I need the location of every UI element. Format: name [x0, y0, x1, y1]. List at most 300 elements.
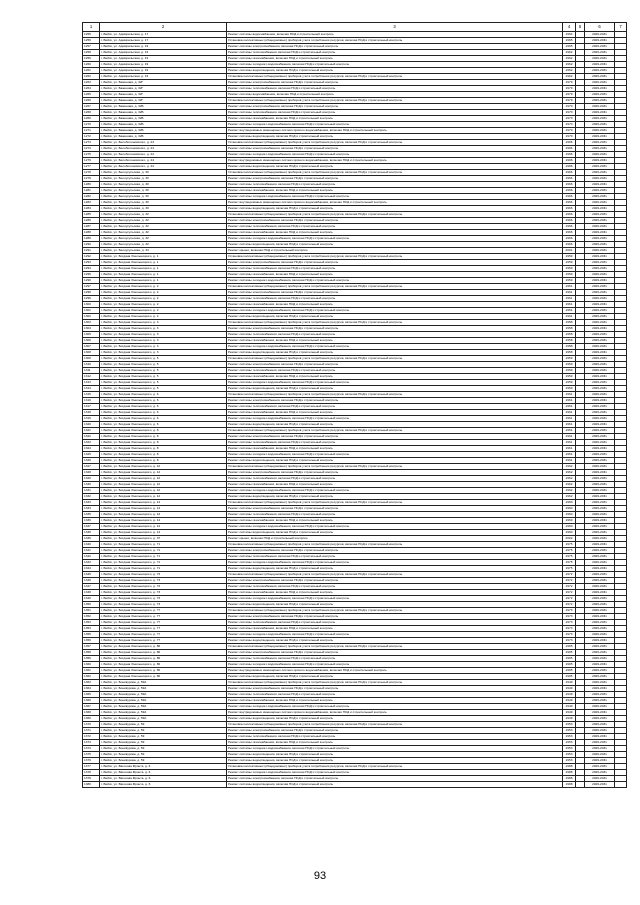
- year-built-cell: 1996: [563, 146, 576, 152]
- period-cell: 2029-2031: [585, 608, 615, 614]
- row-number-cell: 1285: [83, 212, 100, 218]
- period-cell: 2029-2031: [585, 242, 615, 248]
- address-cell: г. Бийск, ул. Богдана Хмельницкого, д. 6: [100, 398, 227, 404]
- year-built-cell: 1975: [563, 560, 576, 566]
- year-built-cell: 1962: [563, 470, 576, 476]
- header-col-6: 6: [585, 23, 615, 32]
- work-type-cell: Ремонт системы водоотведения, включая ПСД и строительный контроль: [227, 242, 563, 248]
- address-cell: г. Бийск, ул. Богдана Хмельницкого, д. 12: [100, 482, 227, 488]
- period-cell: 2029-2031: [585, 152, 615, 158]
- address-cell: г. Бийск, ул. Богдана Хмельницкого, д. 14: [100, 530, 227, 536]
- work-type-cell: Установка коллективных (общедомовых) приборов учета потребления ресурсов, включая ПСД и строительный контроль: [227, 170, 563, 176]
- year-built-cell: 1973: [563, 614, 576, 620]
- row-number-cell: 1322: [83, 434, 100, 440]
- period-cell: 2029-2031: [585, 578, 615, 584]
- address-cell: г. Бийск, ул. Адмиральская, д. 19: [100, 56, 227, 62]
- work-type-cell: Установка коллективных (общедомовых) приборов учета потребления ресурсов, включая ПСД и строительный контроль: [227, 644, 563, 650]
- period-cell: 2029-2031: [585, 590, 615, 596]
- work-type-cell: Ремонт системы теплоснабжения, включая ПСД и строительный контроль: [227, 584, 563, 590]
- table-header: [83, 23, 627, 32]
- work-type-cell: Ремонт системы газоснабжения, включая ПСД и строительный контроль: [227, 56, 563, 62]
- period-cell: 2029-2031: [585, 350, 615, 356]
- year-built-cell: 2002: [563, 536, 576, 542]
- address-cell: г. Бийск, ул. Богдана Хмельницкого, д. 12: [100, 476, 227, 482]
- year-built-cell: 1975: [563, 548, 576, 554]
- year-built-cell: 1959: [563, 266, 576, 272]
- period-cell: 2029-2031: [585, 272, 615, 278]
- period-cell: 2029-2031: [585, 356, 615, 362]
- year-built-cell: 1965: [563, 38, 576, 44]
- work-type-cell: Установка коллективных (общедомовых) приборов учета потребления ресурсов, включая ПСД и строительный контроль: [227, 722, 563, 728]
- address-cell: г. Бийск, ул. Богдана Хмельницкого, д. 8: [100, 434, 227, 440]
- work-type-cell: Ремонт внутридомовых инженерных систем горячего водоснабжения, включая ПСД и строительный контроль: [227, 158, 563, 164]
- period-cell: 2029-2031: [585, 308, 615, 314]
- year-built-cell: 1966: [563, 182, 576, 188]
- address-cell: г. Бийск, ул. Белоболоновского, д. 24: [100, 152, 227, 158]
- address-cell: г. Бийск, ул. Богдана Хмельницкого, д. 5: [100, 374, 227, 380]
- work-type-cell: Ремонт системы холодного водоснабжения, включая ПСД и строительный контроль: [227, 308, 563, 314]
- year-built-cell: 1962: [563, 464, 576, 470]
- year-built-cell: 1960: [563, 500, 576, 506]
- work-type-cell: Ремонт внутридомовых инженерных систем горячего водоснабжения, включая ПСД и строительный контроль: [227, 668, 563, 674]
- year-built-cell: 1979: [563, 86, 576, 92]
- register-sheet: [82, 22, 626, 788]
- year-built-cell: 1962: [563, 50, 576, 56]
- work-type-cell: Ремонт системы теплоснабжения, включая ПСД и строительный контроль: [227, 512, 563, 518]
- row-number-cell: 1319: [83, 416, 100, 422]
- row-number-cell: 1364: [83, 686, 100, 692]
- row-number-cell: 1303: [83, 320, 100, 326]
- work-type-cell: Ремонт системы электроснабжения, включая ПСД и строительный контроль: [227, 728, 563, 734]
- year-built-cell: 1960: [563, 524, 576, 530]
- period-cell: 2029-2031: [585, 392, 615, 398]
- year-built-cell: 1973: [563, 632, 576, 638]
- work-type-cell: Ремонт системы газоснабжения, включая ПСД и строительный контроль: [227, 410, 563, 416]
- row-number-cell: 1295: [83, 272, 100, 278]
- year-built-cell: 1970: [563, 122, 576, 128]
- row-number-cell: 1311: [83, 368, 100, 374]
- period-cell: 2029-2031: [585, 44, 615, 50]
- header-col-4: 4: [563, 23, 576, 32]
- row-number-cell: 1334: [83, 506, 100, 512]
- work-type-cell: Ремонт системы теплоснабжения, включая ПСД и строительный контроль: [227, 476, 563, 482]
- address-cell: г. Бийск, ул. Богдана Хмельницкого, д. 77: [100, 638, 227, 644]
- row-number-cell: 1376: [83, 758, 100, 764]
- row-number-cell: 1358: [83, 650, 100, 656]
- work-type-cell: Ремонт системы водоотведения, включая ПСД и строительный контроль: [227, 68, 563, 74]
- year-built-cell: 1966: [563, 200, 576, 206]
- header-col-5: 5: [576, 23, 585, 32]
- work-type-cell: Ремонт системы электроснабжения, включая ПСД и строительный контроль: [227, 614, 563, 620]
- row-number-cell: 1260: [83, 62, 100, 68]
- period-cell: 2029-2031: [585, 746, 615, 752]
- col-5-cell: [576, 782, 585, 788]
- work-type-cell: Ремонт системы газоснабжения, включая ПСД и строительный контроль: [227, 188, 563, 194]
- work-type-cell: Ремонт системы водоснабжения, включая ПСД и строительный контроль: [227, 92, 563, 98]
- year-built-cell: 1953: [563, 740, 576, 746]
- work-type-cell: Ремонт системы водоотведения, включая ПСД и строительный контроль: [227, 752, 563, 758]
- address-cell: г. Бийск, ул. Белоусульская, д. 32: [100, 224, 227, 230]
- row-number-cell: 1255: [83, 32, 100, 38]
- work-type-cell: Установка коллективных (общедомовых) приборов учета потребления ресурсов, включая ПСД и строительный контроль: [227, 542, 563, 548]
- header-col-1: 1: [83, 23, 100, 32]
- year-built-cell: 1970: [563, 110, 576, 116]
- work-type-cell: Ремонт системы теплоснабжения, включая ПСД и строительный контроль: [227, 296, 563, 302]
- work-type-cell: Ремонт системы водоотведения, включая ПСД и строительный контроль: [227, 422, 563, 428]
- year-built-cell: 1961: [563, 452, 576, 458]
- year-built-cell: 1972: [563, 590, 576, 596]
- address-cell: г. Бийск, ул. Богдана Хмельницкого, д. 73: [100, 572, 227, 578]
- year-built-cell: 1959: [563, 356, 576, 362]
- period-cell: 2029-2031: [585, 716, 615, 722]
- period-cell: 2029-2031: [585, 776, 615, 782]
- year-built-cell: 1996: [563, 158, 576, 164]
- period-cell: 2029-2031: [585, 86, 615, 92]
- address-cell: г. Бийск, ул. Бонивурова, д. 59А: [100, 686, 227, 692]
- period-cell: 2029-2031: [585, 632, 615, 638]
- period-cell: 2029-2031: [585, 446, 615, 452]
- work-type-cell: Ремонт системы холодного водоснабжения, включая ПСД и строительный контроль: [227, 770, 563, 776]
- year-built-cell: 1949: [563, 716, 576, 722]
- address-cell: г. Бийск, ул. Богдана Хмельницкого, д. 14: [100, 512, 227, 518]
- row-number-cell: 1273: [83, 140, 100, 146]
- address-cell: г. Бийск, ул. Богдана Хмельницкого, д. 3: [100, 350, 227, 356]
- row-number-cell: 1379: [83, 776, 100, 782]
- address-cell: г. Бийск, ул. Богдана Хмельницкого, д. 73: [100, 578, 227, 584]
- year-built-cell: 1970: [563, 116, 576, 122]
- year-built-cell: 1966: [563, 206, 576, 212]
- row-number-cell: 1330: [83, 482, 100, 488]
- address-cell: г. Бийск, ул. Белоусульская, д. 32: [100, 218, 227, 224]
- period-cell: 2029-2031: [585, 734, 615, 740]
- address-cell: г. Бийск, ул. Богдана Хмельницкого, д. 3: [100, 332, 227, 338]
- address-cell: г. Бийск, ул. Баженова, д. 32Г: [100, 92, 227, 98]
- row-number-cell: 1366: [83, 698, 100, 704]
- work-type-cell: Ремонт системы теплоснабжения, включая ПСД и строительный контроль: [227, 50, 563, 56]
- year-built-cell: 1958: [563, 326, 576, 332]
- period-cell: 2029-2031: [585, 572, 615, 578]
- period-cell: 2029-2031: [585, 284, 615, 290]
- address-cell: г. Бийск, ул. Бонивурова, д. 59А: [100, 692, 227, 698]
- row-number-cell: 1263: [83, 80, 100, 86]
- address-cell: г. Бийск, ул. Баженова, д. 32Б: [100, 116, 227, 122]
- year-built-cell: 1970: [563, 134, 576, 140]
- address-cell: г. Бийск, ул. Адмиральская, д. 19: [100, 62, 227, 68]
- period-cell: 2029-2031: [585, 398, 615, 404]
- address-cell: г. Бийск, ул. Богдана Хмельницкого, д. 12: [100, 488, 227, 494]
- row-number-cell: 1315: [83, 392, 100, 398]
- address-cell: г. Бийск, ул. Вагонова Фронта, д. 6: [100, 782, 227, 788]
- row-number-cell: 1317: [83, 404, 100, 410]
- row-number-cell: 1369: [83, 716, 100, 722]
- year-built-cell: 1959: [563, 278, 576, 284]
- address-cell: г. Бийск, ул. Вагонова Фронта, д. 6: [100, 770, 227, 776]
- address-cell: г. Бийск, ул. Богдана Хмельницкого, д. 2: [100, 296, 227, 302]
- work-type-cell: Ремонт системы водоотведения, включая ПСД и строительный контроль: [227, 314, 563, 320]
- row-number-cell: 1274: [83, 146, 100, 152]
- row-number-cell: 1265: [83, 92, 100, 98]
- year-built-cell: 1949: [563, 698, 576, 704]
- row-number-cell: 1335: [83, 512, 100, 518]
- year-built-cell: 1972: [563, 578, 576, 584]
- year-built-cell: 1966: [563, 224, 576, 230]
- address-cell: г. Бийск, ул. Белоусульская, д. 30: [100, 200, 227, 206]
- period-cell: 2029-2031: [585, 680, 615, 686]
- year-built-cell: 1973: [563, 638, 576, 644]
- period-cell: 2029-2031: [585, 296, 615, 302]
- work-type-cell: Установка коллективных (общедомовых) приборов учета потребления ресурсов, включая ПСД и строительный контроль: [227, 320, 563, 326]
- address-cell: г. Бийск, ул. Баженова, д. 32Б: [100, 104, 227, 110]
- row-number-cell: 1261: [83, 68, 100, 74]
- work-type-cell: Установка коллективных (общедомовых) приборов учета потребления ресурсов, включая ПСД и строительный контроль: [227, 284, 563, 290]
- address-cell: г. Бийск, ул. Богдана Хмельницкого, д. 86: [100, 644, 227, 650]
- work-type-cell: Ремонт системы электроснабжения, включая ПСД и строительный контроль: [227, 650, 563, 656]
- year-built-cell: 1966: [563, 242, 576, 248]
- row-number-cell: 1270: [83, 122, 100, 128]
- work-type-cell: Ремонт системы холодного водоснабжения, включая ПСД и строительный контроль: [227, 524, 563, 530]
- period-cell: 2029-2031: [585, 584, 615, 590]
- row-number-cell: 1325: [83, 452, 100, 458]
- work-type-cell: Ремонт системы электроснабжения, включая ПСД и строительный контроль: [227, 686, 563, 692]
- work-type-cell: Установка коллективных (общедомовых) приборов учета потребления ресурсов, включая ПСД и строительный контроль: [227, 74, 563, 80]
- work-type-cell: Ремонт системы холодного водоснабжения, включая ПСД и строительный контроль: [227, 236, 563, 242]
- row-number-cell: 1372: [83, 734, 100, 740]
- work-type-cell: Ремонт системы теплоснабжения, включая ПСД и строительный контроль: [227, 224, 563, 230]
- year-built-cell: 1966: [563, 194, 576, 200]
- address-cell: г. Бийск, ул. Бонивурова, д. 59: [100, 728, 227, 734]
- row-number-cell: 1302: [83, 314, 100, 320]
- year-built-cell: 1961: [563, 440, 576, 446]
- period-cell: 2029-2031: [585, 482, 615, 488]
- work-type-cell: Ремонт системы теплоснабжения, включая ПСД и строительный контроль: [227, 656, 563, 662]
- row-number-cell: 1316: [83, 398, 100, 404]
- header-row: [83, 23, 627, 32]
- work-type-cell: Ремонт системы водоотведения, включая ПСД и строительный контроль: [227, 350, 563, 356]
- row-number-cell: 1269: [83, 116, 100, 122]
- year-built-cell: 1988: [563, 764, 576, 770]
- work-type-cell: Ремонт системы холодного водоснабжения, включая ПСД и строительный контроль: [227, 194, 563, 200]
- address-cell: г. Бийск, ул. Богдана Хмельницкого, д. 6: [100, 404, 227, 410]
- row-number-cell: 1337: [83, 524, 100, 530]
- year-built-cell: 1961: [563, 416, 576, 422]
- period-cell: 2029-2031: [585, 656, 615, 662]
- address-cell: г. Бийск, ул. Бонивурова, д. 59А: [100, 716, 227, 722]
- period-cell: 2029-2031: [585, 686, 615, 692]
- work-type-cell: Установка коллективных (общедомовых) приборов учета потребления ресурсов, включая ПСД и строительный контроль: [227, 212, 563, 218]
- row-number-cell: 1329: [83, 476, 100, 482]
- row-number-cell: 1380: [83, 782, 100, 788]
- period-cell: 2029-2031: [585, 200, 615, 206]
- period-cell: 2029-2031: [585, 476, 615, 482]
- work-type-cell: Ремонт системы электроснабжения, включая ПСД и строительный контроль: [227, 548, 563, 554]
- work-type-cell: Ремонт системы водоотведения, включая ПСД и строительный контроль: [227, 164, 563, 170]
- work-type-cell: Ремонт системы теплоснабжения, включая ПСД и строительный контроль: [227, 110, 563, 116]
- year-built-cell: 1962: [563, 62, 576, 68]
- period-cell: 2029-2031: [585, 710, 615, 716]
- period-cell: 2029-2031: [585, 458, 615, 464]
- work-type-cell: Ремонт системы водоотведения, включая ПСД и строительный контроль: [227, 386, 563, 392]
- row-number-cell: 1377: [83, 764, 100, 770]
- year-built-cell: 1961: [563, 422, 576, 428]
- period-cell: 2029-2031: [585, 212, 615, 218]
- year-built-cell: 1958: [563, 320, 576, 326]
- work-type-cell: Установка коллективных (общедомовых) приборов учета потребления ресурсов, включая ПСД и строительный контроль: [227, 680, 563, 686]
- period-cell: 2029-2031: [585, 218, 615, 224]
- year-built-cell: 1975: [563, 554, 576, 560]
- row-number-cell: 1282: [83, 194, 100, 200]
- period-cell: 2029-2031: [585, 530, 615, 536]
- address-cell: г. Бийск, ул. Баженова, д. 32Г: [100, 98, 227, 104]
- address-cell: г. Бийск, ул. Белоусульская, д. 30: [100, 194, 227, 200]
- period-cell: 2029-2031: [585, 248, 615, 254]
- row-number-cell: 1279: [83, 176, 100, 182]
- row-number-cell: 1357: [83, 644, 100, 650]
- year-built-cell: 1960: [563, 530, 576, 536]
- address-cell: г. Бийск, ул. Бонивурова, д. 59А: [100, 704, 227, 710]
- row-number-cell: 1272: [83, 134, 100, 140]
- period-cell: 2029-2031: [585, 32, 615, 38]
- period-cell: 2029-2031: [585, 206, 615, 212]
- work-type-cell: Ремонт системы газоснабжения, включая ПСД и строительный контроль: [227, 272, 563, 278]
- row-number-cell: 1328: [83, 470, 100, 476]
- row-number-cell: 1310: [83, 362, 100, 368]
- year-built-cell: 1996: [563, 152, 576, 158]
- year-built-cell: 1988: [563, 776, 576, 782]
- period-cell: 2029-2031: [585, 98, 615, 104]
- year-built-cell: 1961: [563, 446, 576, 452]
- period-cell: 2029-2031: [585, 704, 615, 710]
- work-type-cell: Ремонт системы водоотведения, включая ПСД и строительный контроль: [227, 674, 563, 680]
- address-cell: г. Бийск, ул. Богдана Хмельницкого, д. 37: [100, 536, 227, 542]
- row-number-cell: 1286: [83, 218, 100, 224]
- row-number-cell: 1368: [83, 710, 100, 716]
- period-cell: 2029-2031: [585, 620, 615, 626]
- row-number-cell: 1313: [83, 380, 100, 386]
- row-number-cell: 1320: [83, 422, 100, 428]
- row-number-cell: 1362: [83, 674, 100, 680]
- address-cell: г. Бийск, ул. Богдана Хмельницкого, д. 73: [100, 590, 227, 596]
- address-cell: г. Бийск, ул. Бонивурова, д. 59: [100, 734, 227, 740]
- year-built-cell: 1949: [563, 692, 576, 698]
- period-cell: 2029-2031: [585, 524, 615, 530]
- address-cell: г. Бийск, ул. Богдана Хмельницкого, д. 5: [100, 386, 227, 392]
- address-cell: г. Бийск, ул. Адмиральская, д. 19: [100, 44, 227, 50]
- work-type-cell: Установка коллективных (общедомовых) приборов учета потребления ресурсов, включая ПСД и строительный контроль: [227, 140, 563, 146]
- row-number-cell: 1371: [83, 728, 100, 734]
- period-cell: 2029-2031: [585, 62, 615, 68]
- address-cell: г. Бийск, ул. Богдана Хмельницкого, д. 14: [100, 524, 227, 530]
- address-cell: г. Бийск, ул. Богдана Хмельницкого, д. 8: [100, 452, 227, 458]
- address-cell: г. Бийск, ул. Богдана Хмельницкого, д. 1: [100, 260, 227, 266]
- work-type-cell: Ремонт системы газоснабжения, включая ПСД и строительный контроль: [227, 116, 563, 122]
- year-built-cell: 1996: [563, 140, 576, 146]
- address-cell: г. Бийск, ул. Белоусульская, д. 34: [100, 248, 227, 254]
- address-cell: г. Бийск, ул. Богдана Хмельницкого, д. 6: [100, 416, 227, 422]
- period-cell: 2029-2031: [585, 314, 615, 320]
- row-number-cell: 1336: [83, 518, 100, 524]
- period-cell: 2029-2031: [585, 614, 615, 620]
- address-cell: г. Бийск, ул. Богдана Хмельницкого, д. 3: [100, 320, 227, 326]
- address-cell: г. Бийск, ул. Богдана Хмельницкого, д. 77: [100, 608, 227, 614]
- year-built-cell: 1972: [563, 596, 576, 602]
- row-number-cell: 1275: [83, 152, 100, 158]
- address-cell: г. Бийск, ул. Богдана Хмельницкого, д. 14: [100, 518, 227, 524]
- year-built-cell: 1966: [563, 188, 576, 194]
- work-type-cell: Ремонт системы теплоснабжения, включая ПСД и строительный контроль: [227, 620, 563, 626]
- work-type-cell: Ремонт системы электроснабжения, включая ПСД и строительный контроль: [227, 104, 563, 110]
- row-number-cell: 1332: [83, 494, 100, 500]
- year-built-cell: 1960: [563, 518, 576, 524]
- period-cell: 2029-2031: [585, 782, 615, 788]
- year-built-cell: 1949: [563, 710, 576, 716]
- row-number-cell: 1308: [83, 350, 100, 356]
- year-built-cell: 1970: [563, 128, 576, 134]
- period-cell: 2029-2031: [585, 488, 615, 494]
- year-built-cell: 1965: [563, 44, 576, 50]
- row-number-cell: 1259: [83, 56, 100, 62]
- address-cell: г. Бийск, ул. Богдана Хмельницкого, д. 77: [100, 632, 227, 638]
- year-built-cell: 1959: [563, 368, 576, 374]
- year-built-cell: 1962: [563, 494, 576, 500]
- address-cell: г. Бийск, ул. Богдана Хмельницкого, д. 1: [100, 254, 227, 260]
- work-type-cell: Установка коллективных (общедомовых) приборов учета потребления ресурсов, включая ПСД и строительный контроль: [227, 38, 563, 44]
- row-number-cell: 1266: [83, 98, 100, 104]
- row-number-cell: 1331: [83, 488, 100, 494]
- period-cell: 2029-2031: [585, 566, 615, 572]
- year-built-cell: 1972: [563, 572, 576, 578]
- row-number-cell: 1356: [83, 638, 100, 644]
- row-number-cell: 1309: [83, 356, 100, 362]
- work-type-cell: Ремонт системы электроснабжения, включая ПСД и строительный контроль: [227, 290, 563, 296]
- row-number-cell: 1301: [83, 308, 100, 314]
- period-cell: 2029-2031: [585, 176, 615, 182]
- row-number-cell: 1281: [83, 188, 100, 194]
- address-cell: г. Бийск, ул. Богдана Хмельницкого, д. 1: [100, 266, 227, 272]
- work-type-cell: Ремонт системы холодного водоснабжения, включая ПСД и строительный контроль: [227, 344, 563, 350]
- period-cell: 2029-2031: [585, 146, 615, 152]
- period-cell: 2029-2031: [585, 368, 615, 374]
- row-number-cell: 1367: [83, 704, 100, 710]
- work-type-cell: Ремонт системы электроснабжения, включая ПСД и строительный контроль: [227, 362, 563, 368]
- period-cell: 2029-2031: [585, 56, 615, 62]
- row-number-cell: 1342: [83, 554, 100, 560]
- year-built-cell: 1995: [563, 644, 576, 650]
- year-built-cell: 1953: [563, 752, 576, 758]
- year-built-cell: 1953: [563, 746, 576, 752]
- year-built-cell: 1959: [563, 386, 576, 392]
- row-number-cell: 1348: [83, 590, 100, 596]
- period-cell: 2029-2031: [585, 416, 615, 422]
- address-cell: г. Бийск, ул. Богдана Хмельницкого, д. 77: [100, 614, 227, 620]
- year-built-cell: 1959: [563, 380, 576, 386]
- row-number-cell: 1296: [83, 278, 100, 284]
- address-cell: г. Бийск, ул. Белоусульская, д. 32: [100, 236, 227, 242]
- period-cell: 2029-2031: [585, 728, 615, 734]
- work-type-cell: Установка коллективных (общедомовых) приборов учета потребления ресурсов, включая ПСД и строительный контроль: [227, 572, 563, 578]
- year-built-cell: 1995: [563, 662, 576, 668]
- work-type-cell: Ремонт системы теплоснабжения, включая ПСД и строительный контроль: [227, 404, 563, 410]
- period-cell: 2029-2031: [585, 512, 615, 518]
- period-cell: 2029-2031: [585, 626, 615, 632]
- work-type-cell: Ремонт системы электроснабжения, включая ПСД и строительный контроль: [227, 578, 563, 584]
- row-number-cell: 1314: [83, 386, 100, 392]
- work-type-cell: Ремонт системы холодного водоснабжения, включая ПСД и строительный контроль: [227, 746, 563, 752]
- year-built-cell: 1962: [563, 482, 576, 488]
- year-built-cell: 1953: [563, 728, 576, 734]
- period-cell: 2029-2031: [585, 752, 615, 758]
- period-cell: 2029-2031: [585, 122, 615, 128]
- period-cell: 2029-2031: [585, 434, 615, 440]
